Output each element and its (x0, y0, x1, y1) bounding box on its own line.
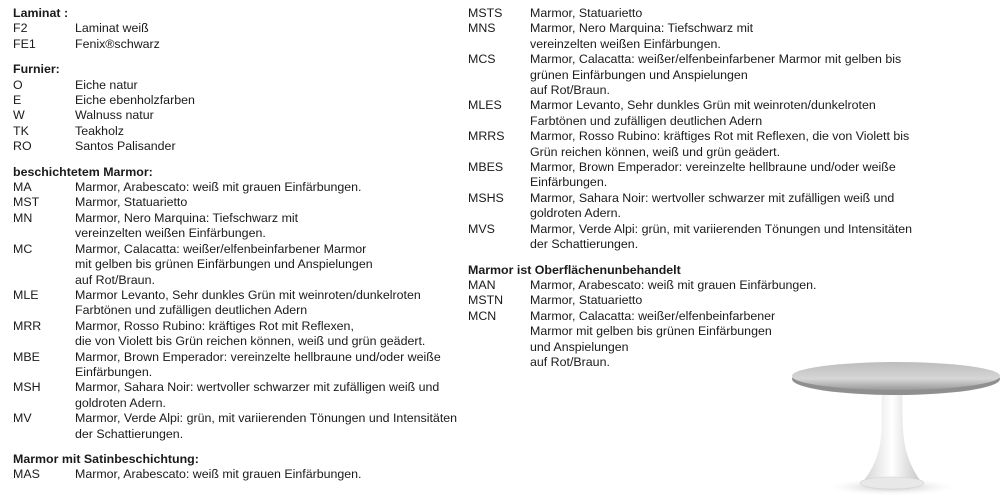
description-line: Walnuss natur (75, 108, 154, 123)
description-line: Marmor, Statuarietto (530, 293, 643, 308)
material-code: MRR (13, 318, 42, 333)
material-code: MC (13, 241, 33, 256)
material-description (530, 6, 930, 21)
material-code: MLES (468, 98, 502, 113)
description-line: Eiche natur (75, 77, 138, 92)
legend-row (13, 319, 475, 350)
legend-row (13, 242, 475, 288)
material-code: E (13, 93, 22, 108)
material-code: MAS (13, 467, 40, 482)
material-code: MRRS (468, 129, 505, 144)
section-title: Furnier: (13, 62, 60, 77)
legend-row (468, 21, 930, 52)
description-line: Marmor mit gelben bis grünen Einfärbungen (530, 324, 772, 339)
material-code: MBE (13, 349, 40, 364)
description-line: Marmor, Verde Alpi: grün, mit variierenden Tönungen und Intensitäten (530, 221, 913, 236)
description-line: Teakholz (75, 123, 124, 138)
legend-row (13, 93, 475, 108)
material-code: RO (13, 139, 32, 154)
description-line: Marmor, Verde Alpi: grün, mit variierenden Tönungen und Intensitäten (75, 411, 458, 426)
legend-row (468, 222, 930, 253)
material-description (530, 191, 930, 222)
description-line: Grün reichen können, weiß und grün geädert. (530, 144, 781, 159)
description-line: Einfärbungen. (75, 364, 153, 379)
table-base (860, 477, 924, 489)
left-column (13, 6, 475, 493)
material-code: MST (13, 195, 40, 210)
legend-row (468, 52, 930, 98)
table-stem (862, 389, 922, 483)
description-line: Marmor, Statuarietto (75, 195, 188, 210)
legend-row (13, 21, 475, 36)
legend-row (13, 350, 475, 381)
description-line: der Schattierungen. (75, 426, 184, 441)
material-code: MA (13, 180, 32, 195)
description-line: Santos Palisander (75, 139, 176, 154)
description-line: Laminat weiß (75, 21, 149, 36)
description-line: Marmor, Rosso Rubino: kräftiges Rot mit Reflexen, die von Violett bis (530, 129, 910, 144)
description-line: und Anspielungen (530, 339, 629, 354)
legend-row (468, 293, 930, 308)
legend-section (468, 6, 930, 253)
legend-row (13, 180, 475, 195)
description-line: Marmor, Nero Marquina: Tiefschwarz mit (530, 21, 754, 36)
material-description (75, 108, 475, 123)
legend-row (13, 467, 475, 482)
description-line: auf Rot/Braun. (75, 272, 155, 287)
material-description (530, 222, 930, 253)
description-line: Marmor Levanto, Sehr dunkles Grün mit weinroten/dunkelroten (530, 98, 876, 113)
legend-row (13, 380, 475, 411)
material-description (75, 139, 475, 154)
description-line: Marmor, Arabescato: weiß mit grauen Einfärbungen. (530, 277, 817, 292)
material-description (530, 21, 930, 52)
legend-row (468, 129, 930, 160)
legend-row (13, 124, 475, 139)
legend-row (13, 288, 475, 319)
material-code: MSTN (468, 293, 504, 308)
tulip-table-image (792, 355, 1000, 497)
legend-row (13, 195, 475, 210)
legend-section (13, 452, 475, 483)
material-description (75, 93, 475, 108)
material-description (75, 78, 475, 93)
description-line: Marmor, Brown Emperador: vereinzelte hellbraune und/oder weiße (530, 160, 896, 175)
section-title: Laminat : (13, 6, 69, 20)
description-line: goldroten Adern. (75, 395, 166, 410)
legend-row (13, 411, 475, 442)
material-code: MSHS (468, 190, 504, 205)
description-line: Einfärbungen. (530, 175, 608, 190)
section-title: Marmor ist Oberflächenunbehandelt (468, 262, 681, 277)
description-line: Fenix®schwarz (75, 36, 160, 51)
material-description (75, 411, 475, 442)
material-description (75, 124, 475, 139)
material-code: MSTS (468, 6, 503, 20)
description-line: Marmor, Arabescato: weiß mit grauen Einfärbungen. (75, 180, 362, 195)
material-code: MNS (468, 21, 496, 36)
legend-row (468, 6, 930, 21)
material-description (530, 293, 930, 308)
description-line: Marmor, Arabescato: weiß mit grauen Einfärbungen. (75, 467, 362, 482)
description-line: Farbtönen und zufälligen deutlichen Adern (530, 113, 763, 128)
material-code: F2 (13, 21, 28, 36)
material-description (530, 278, 930, 293)
material-description (530, 52, 930, 98)
material-code: MV (13, 411, 32, 426)
description-line: vereinzelten weißen Einfärbungen. (530, 36, 721, 51)
material-description (530, 98, 930, 129)
description-line: auf Rot/Braun. (530, 354, 610, 369)
material-code: MVS (468, 221, 495, 236)
legend-section (13, 62, 475, 154)
material-code: MAN (468, 277, 496, 292)
description-line: Farbtönen und zufälligen deutlichen Adern (75, 303, 308, 318)
legend-row (468, 98, 930, 129)
description-line: Marmor, Sahara Noir: wertvoller schwarzer mit zufälligen weiß und (530, 190, 895, 205)
material-description (75, 180, 475, 195)
description-line: der Schattierungen. (530, 237, 639, 252)
description-line: vereinzelten weißen Einfärbungen. (75, 226, 266, 241)
material-code: FE1 (13, 36, 36, 51)
description-line: Eiche ebenholzfarben (75, 93, 195, 108)
description-line: Marmor, Rosso Rubino: kräftiges Rot mit Reflexen, (75, 318, 354, 333)
material-description (530, 160, 930, 191)
legend-row (13, 211, 475, 242)
description-line: grünen Einfärbungen und Anspielungen (530, 67, 748, 82)
description-line: auf Rot/Braun. (530, 83, 610, 98)
material-description (75, 380, 475, 411)
description-line: goldroten Adern. (530, 206, 621, 221)
legend-row (13, 78, 475, 93)
table-top (792, 362, 1000, 390)
material-code: MLE (13, 287, 39, 302)
material-code: MN (13, 210, 33, 225)
legend-row (13, 139, 475, 154)
section-title: Marmor mit Satinbeschichtung: (13, 451, 199, 466)
material-description (75, 350, 475, 381)
legend-row (468, 191, 930, 222)
material-description (75, 195, 475, 210)
description-line: Marmor, Calacatta: weißer/elfenbeinfarbener Marmor (75, 241, 367, 256)
material-description (75, 288, 475, 319)
description-line: Marmor, Nero Marquina: Tiefschwarz mit (75, 210, 299, 225)
legend-row (468, 278, 930, 293)
description-line: Marmor, Calacatta: weißer/elfenbeinfarbener Marmor mit gelben bis (530, 52, 902, 67)
material-code: O (13, 77, 23, 92)
material-description (75, 211, 475, 242)
legend-section (13, 165, 475, 442)
material-code: W (13, 108, 25, 123)
description-line: Marmor Levanto, Sehr dunkles Grün mit weinroten/dunkelroten (75, 287, 421, 302)
material-code: TK (13, 123, 29, 138)
material-description (75, 37, 475, 52)
description-line: die von Violett bis Grün reichen können, weiß und grün geädert. (75, 334, 426, 349)
legend-row (13, 37, 475, 52)
section-title: beschichtetem Marmor: (13, 164, 153, 179)
legend-row (13, 108, 475, 123)
description-line: Marmor, Sahara Noir: wertvoller schwarzer mit zufälligen weiß und (75, 380, 440, 395)
material-code: MCS (468, 52, 496, 67)
material-description (530, 129, 930, 160)
material-code: MSH (13, 380, 41, 395)
description-line: Marmor, Brown Emperador: vereinzelte hellbraune und/oder weiße (75, 349, 441, 364)
material-description (75, 21, 475, 36)
material-code: MCN (468, 308, 497, 323)
description-line: Marmor, Statuarietto (530, 6, 643, 20)
material-description (75, 242, 475, 288)
description-line: Marmor, Calacatta: weißer/elfenbeinfarbener (530, 308, 776, 323)
description-line: mit gelben bis grünen Einfärbungen und Anspielungen (75, 257, 373, 272)
legend-section (13, 6, 475, 52)
material-code: MBES (468, 160, 504, 175)
right-column (468, 6, 930, 380)
material-description (75, 319, 475, 350)
material-description (75, 467, 475, 482)
legend-row (468, 160, 930, 191)
